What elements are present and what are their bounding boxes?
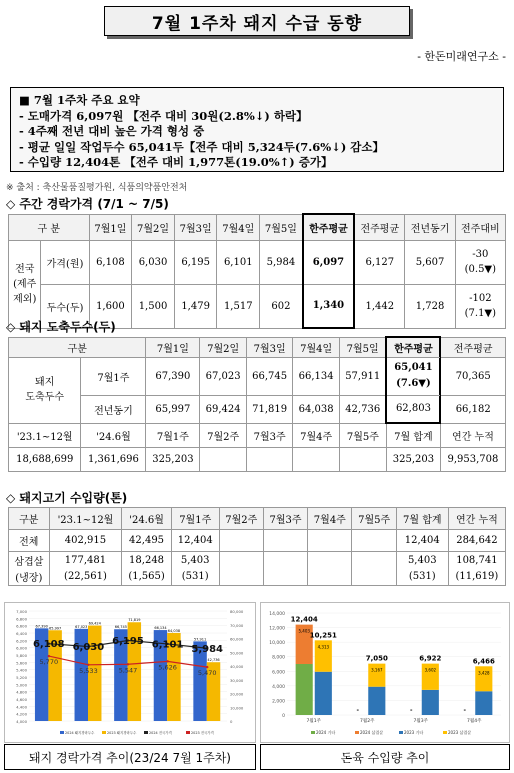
total-2023: 10,251 — [309, 631, 337, 640]
bar-2023-other — [368, 687, 385, 715]
y-tick-right: 80,000 — [230, 609, 244, 614]
total-2024: 12,404 — [290, 615, 318, 624]
cell: 57,911 — [339, 357, 386, 395]
cell — [352, 552, 396, 569]
row-label: 삼겹살 — [9, 552, 50, 569]
cell: 5,607 — [405, 240, 455, 284]
legend-label: 2023 삼겹살 — [448, 730, 472, 735]
row-label: 전년동기 — [81, 395, 146, 423]
y-tick-left: 5,600 — [16, 660, 27, 666]
cell: 5,984 — [260, 240, 303, 284]
bar-label: 64,038 — [167, 628, 181, 633]
th: 전주평균 — [440, 337, 505, 357]
cell: (22,561) — [49, 569, 122, 586]
legend-label: 2024 삼겹살 — [360, 730, 384, 735]
legend-label: 2023 기타 — [404, 730, 424, 735]
cell: (1,565) — [122, 569, 172, 586]
total-2023: 6,922 — [419, 654, 442, 663]
cell: 6,030 — [132, 240, 175, 284]
row-group-label: 전국 (제주 제외) — [9, 240, 41, 328]
sub-cell — [293, 447, 340, 471]
y-tick-right: 20,000 — [230, 691, 244, 697]
bar-label: 66,745 — [114, 625, 127, 630]
th: 연간 누적 — [448, 508, 505, 530]
th: 7월5일 — [339, 337, 386, 357]
price-label: 6,108 — [32, 639, 65, 651]
row-label: (냉장) — [9, 569, 50, 586]
th: 한주평균 — [386, 337, 440, 357]
y-tick: 14,000 — [269, 612, 285, 617]
x-tick: 7월4주 — [467, 719, 482, 724]
diff-percent: (7.1▼) — [464, 308, 497, 319]
bar-label: 67,023 — [75, 624, 88, 629]
cell-diff — [455, 240, 505, 284]
price-label: 6,030 — [72, 642, 105, 654]
th: 구분 — [9, 337, 146, 357]
cell: 1,600 — [89, 284, 132, 328]
bar-2023-other — [475, 691, 492, 715]
th: 7월3일 — [174, 214, 217, 240]
cell — [308, 569, 352, 586]
diff-value: -30 — [472, 249, 489, 260]
cell: (531) — [396, 569, 448, 586]
cell — [219, 530, 263, 552]
total-2024: - — [463, 707, 466, 714]
sub-cell: 1,361,696 — [81, 447, 146, 471]
th: 구 분 — [9, 214, 90, 240]
cell: 42,495 — [122, 530, 172, 552]
th: 7월2일 — [200, 337, 247, 357]
summary-box — [10, 87, 504, 172]
cell-diff — [455, 284, 505, 328]
y-tick-right: 50,000 — [230, 650, 244, 656]
bar-2024-other — [296, 664, 313, 715]
source-note: ※ 출처 : 축산물품질평가원, 식품의약품안전처 — [6, 183, 188, 193]
legend-label: 2024 전국가격 — [149, 731, 172, 735]
y-tick-right: 0 — [230, 719, 233, 724]
line-point — [166, 660, 168, 662]
price-label: 6,101 — [151, 639, 184, 651]
sub-th: 7월4주 — [293, 423, 340, 447]
summary-line: - 4주째 전년 대비 높은 가격 형성 중 — [19, 124, 205, 138]
th: 7월4일 — [217, 214, 260, 240]
total-2023: 7,050 — [365, 654, 388, 663]
sub-cell — [200, 447, 247, 471]
cell — [308, 530, 352, 552]
cell: 18,248 — [122, 552, 172, 569]
th: 7월3일 — [246, 337, 293, 357]
cell-avg — [386, 357, 440, 395]
th: 전년동기 — [405, 214, 455, 240]
y-tick: 6,000 — [272, 670, 285, 676]
y-tick-left: 6,600 — [16, 623, 27, 629]
bar-label: 71,819 — [128, 618, 141, 623]
import-chart — [261, 603, 509, 742]
import-table — [8, 507, 506, 586]
th: 7월1일 — [89, 214, 132, 240]
th: 7월2일 — [132, 214, 175, 240]
cell: 71,819 — [246, 395, 293, 423]
y-tick-left: 4,400 — [16, 704, 27, 710]
cell: 177,481 — [49, 552, 122, 569]
cell: 6,097 — [303, 240, 354, 284]
cell: 64,038 — [293, 395, 340, 423]
x-tick: 7월2주 — [360, 719, 375, 724]
summary-line: - 평균 일일 작업두수 65,041두【전주 대비 5,324두(7.6%↓) 감소】 — [19, 139, 385, 154]
cell — [263, 569, 307, 586]
y-tick-left: 5,200 — [16, 675, 27, 680]
cell — [308, 552, 352, 569]
price-chart-box — [4, 602, 256, 743]
summary-line: - 수입량 12,404톤 【전주 대비 1,977톤(19.0%↑) 증가】 — [19, 155, 333, 169]
bar-2023-other — [315, 672, 332, 715]
y-tick-left: 5,800 — [16, 653, 27, 658]
y-tick-right: 10,000 — [230, 705, 244, 711]
bar-label: 69,424 — [88, 621, 101, 626]
cell: 1,340 — [303, 284, 354, 328]
th: 전주평균 — [354, 214, 405, 240]
cell: 1,442 — [354, 284, 405, 328]
th: 7월1주 — [171, 508, 219, 530]
bar-label: 67,390 — [35, 624, 48, 629]
cell: 1,479 — [174, 284, 217, 328]
y-tick-left: 6,200 — [16, 638, 27, 644]
th: 7월4주 — [308, 508, 352, 530]
th: 구분 — [9, 508, 50, 530]
sub-cell: 325,203 — [386, 447, 440, 471]
sub-th: '23.1~12월 — [9, 423, 81, 447]
y-tick-right: 60,000 — [230, 636, 244, 642]
y-tick-left: 4,600 — [16, 697, 27, 702]
cell: 12,404 — [171, 530, 219, 552]
cell: 1,728 — [405, 284, 455, 328]
legend-label: 2024 돼지경락두수 — [65, 731, 95, 735]
legend-swatch — [443, 731, 447, 734]
caption-import-chart: 돈육 수입량 추이 — [260, 744, 510, 770]
legend-swatch — [355, 731, 359, 734]
bar-value: 4,313 — [317, 644, 330, 650]
cell: 402,915 — [49, 530, 122, 552]
cell: 108,741 — [448, 552, 505, 569]
legend-label: 2023 전국가격 — [191, 731, 214, 735]
section-title-slaughter: ◇ 돼지 도축두수(두) — [6, 320, 116, 334]
bar-value: 3,428 — [478, 670, 490, 676]
row-label: 7월1주 — [81, 357, 146, 395]
total-2024: - — [356, 707, 359, 714]
row-group-label: 돼지 도축두수 — [9, 357, 81, 423]
price-chart — [5, 603, 255, 742]
y-tick-left: 6,000 — [16, 645, 27, 651]
cell: 42,736 — [339, 395, 386, 423]
cell — [263, 530, 307, 552]
y-tick-left: 4,200 — [16, 711, 27, 717]
cell: 66,182 — [440, 395, 505, 423]
price-label-prev: 5,533 — [79, 666, 98, 675]
legend-swatch — [144, 731, 148, 734]
cell — [263, 552, 307, 569]
cell: 66,745 — [246, 357, 293, 395]
row-label: 두수(두) — [41, 284, 89, 328]
sub-th: '24.6월 — [81, 423, 146, 447]
caption-price-chart: 돼지 경락가격 추이(23/24 7월 1주차) — [4, 744, 256, 770]
bar-2023-other — [422, 690, 439, 715]
cell: 602 — [260, 284, 303, 328]
y-tick: 10,000 — [269, 641, 285, 647]
sub-th: 7월2주 — [200, 423, 247, 447]
sub-th: 연간 누적 — [440, 423, 505, 447]
th: '24.6월 — [122, 508, 172, 530]
section-title-price: ◇ 주간 경락가격 (7/1 ~ 7/5) — [6, 197, 169, 211]
th: 7월5일 — [260, 214, 303, 240]
price-label-prev: 5,770 — [39, 658, 59, 667]
y-tick: 8,000 — [272, 655, 285, 661]
legend-swatch — [60, 731, 64, 734]
sub-cell — [246, 447, 293, 471]
cell: 69,424 — [200, 395, 247, 423]
cell: 12,404 — [396, 530, 448, 552]
cell: 5,403 — [171, 552, 219, 569]
th: 전주대비 — [455, 214, 505, 240]
line-point — [206, 666, 208, 668]
cell: 6,195 — [174, 240, 217, 284]
cell: 6,101 — [217, 240, 260, 284]
row-label: 가격(원) — [41, 240, 89, 284]
th: 7월4일 — [293, 337, 340, 357]
summary-header: ■ 7월 1주차 주요 요약 — [19, 93, 140, 107]
cell — [352, 569, 396, 586]
y-tick-left: 4,000 — [16, 719, 27, 724]
legend-swatch — [102, 731, 106, 734]
bar-value: 3,167 — [371, 667, 383, 673]
y-tick-left: 7,000 — [16, 609, 27, 614]
y-tick-left: 6,400 — [16, 631, 27, 636]
bar-label: 65,997 — [49, 626, 62, 631]
cell: 70,365 — [440, 357, 505, 395]
y-tick: 0 — [282, 714, 285, 719]
bar-label: 42,736 — [207, 658, 220, 663]
price-table — [8, 213, 506, 329]
y-tick: 2,000 — [272, 699, 285, 705]
cell: 67,390 — [146, 357, 200, 395]
cell: 62,803 — [386, 395, 440, 423]
cell: 67,023 — [200, 357, 247, 395]
bar-label: 66,134 — [154, 626, 167, 631]
legend-swatch — [311, 731, 315, 734]
diff-value: -102 — [469, 293, 492, 304]
price-label-prev: 5,470 — [197, 669, 217, 678]
price-label-prev: 5,626 — [158, 663, 177, 672]
section-title-import: ◇ 돼지고기 수입량(톤) — [6, 491, 128, 505]
line-point — [87, 664, 89, 666]
total-2024: - — [409, 707, 413, 714]
sub-th: 7월3주 — [246, 423, 293, 447]
cell: 5,403 — [396, 552, 448, 569]
diff-percent: (0.5▼) — [464, 264, 497, 275]
sub-cell: 325,203 — [146, 447, 200, 471]
summary-line: - 도매가격 6,097원 【전주 대비 30원(2.8%↓) 하락】 — [19, 108, 308, 123]
th: 7월 합계 — [396, 508, 448, 530]
y-tick-right: 40,000 — [230, 664, 244, 669]
bar-value: 3,602 — [424, 667, 437, 673]
price-label: 5,984 — [191, 643, 224, 655]
th: 한주평균 — [303, 214, 354, 240]
y-tick: 12,000 — [269, 626, 285, 632]
total-2023: 6,466 — [472, 657, 495, 666]
y-tick-left: 5,400 — [16, 667, 27, 673]
avg-value: 65,041 — [394, 362, 433, 373]
row-label: 전체 — [9, 530, 50, 552]
cell: 1,500 — [132, 284, 175, 328]
th: 7월3주 — [263, 508, 307, 530]
cell: 66,134 — [293, 357, 340, 395]
organization: - 한돈미래연구소 - — [417, 50, 506, 63]
th: 7월1일 — [146, 337, 200, 357]
price-label: 6,195 — [112, 636, 144, 648]
legend-swatch — [186, 731, 190, 734]
th: 7월2주 — [219, 508, 263, 530]
sub-cell: 18,688,699 — [9, 447, 81, 471]
bar-value: 5,403 — [298, 628, 310, 634]
y-tick-left: 4,800 — [16, 689, 27, 695]
th: '23.1~12월 — [49, 508, 122, 530]
cell — [219, 569, 263, 586]
cell: 1,517 — [217, 284, 260, 328]
y-tick-right: 70,000 — [230, 622, 244, 628]
cell — [219, 552, 263, 569]
sub-th: 7월1주 — [146, 423, 200, 447]
cell: 6,127 — [354, 240, 405, 284]
cell: 65,997 — [146, 395, 200, 423]
bar-label: 57,911 — [193, 637, 207, 642]
legend-swatch — [399, 731, 403, 734]
y-tick: 4,000 — [272, 684, 285, 690]
cell: (11,619) — [448, 569, 505, 586]
cell: (531) — [171, 569, 219, 586]
cell — [352, 530, 396, 552]
import-chart-box — [260, 602, 510, 743]
legend-label: 2023 돼지경락두수 — [107, 731, 137, 735]
line-point — [127, 663, 129, 665]
line-point — [48, 655, 50, 657]
cell: 284,642 — [448, 530, 505, 552]
sub-cell — [339, 447, 386, 471]
avg-diff: (7.6▼) — [396, 378, 431, 389]
y-tick-left: 6,800 — [16, 616, 27, 622]
y-tick-right: 30,000 — [230, 677, 244, 683]
slaughter-table — [8, 336, 506, 472]
th: 7월5주 — [352, 508, 396, 530]
price-label-prev: 5,547 — [118, 666, 138, 675]
page-title: 7월 1주차 돼지 수급 동향 — [104, 6, 410, 36]
x-tick: 7월3주 — [413, 719, 428, 724]
x-tick: 7월1주 — [306, 719, 321, 724]
legend-label: 2024 기타 — [316, 730, 336, 735]
sub-cell: 9,953,708 — [440, 447, 505, 471]
sub-th: 7월 합계 — [386, 423, 440, 447]
y-tick-left: 5,000 — [16, 682, 27, 688]
sub-th: 7월5주 — [339, 423, 386, 447]
cell: 6,108 — [89, 240, 132, 284]
